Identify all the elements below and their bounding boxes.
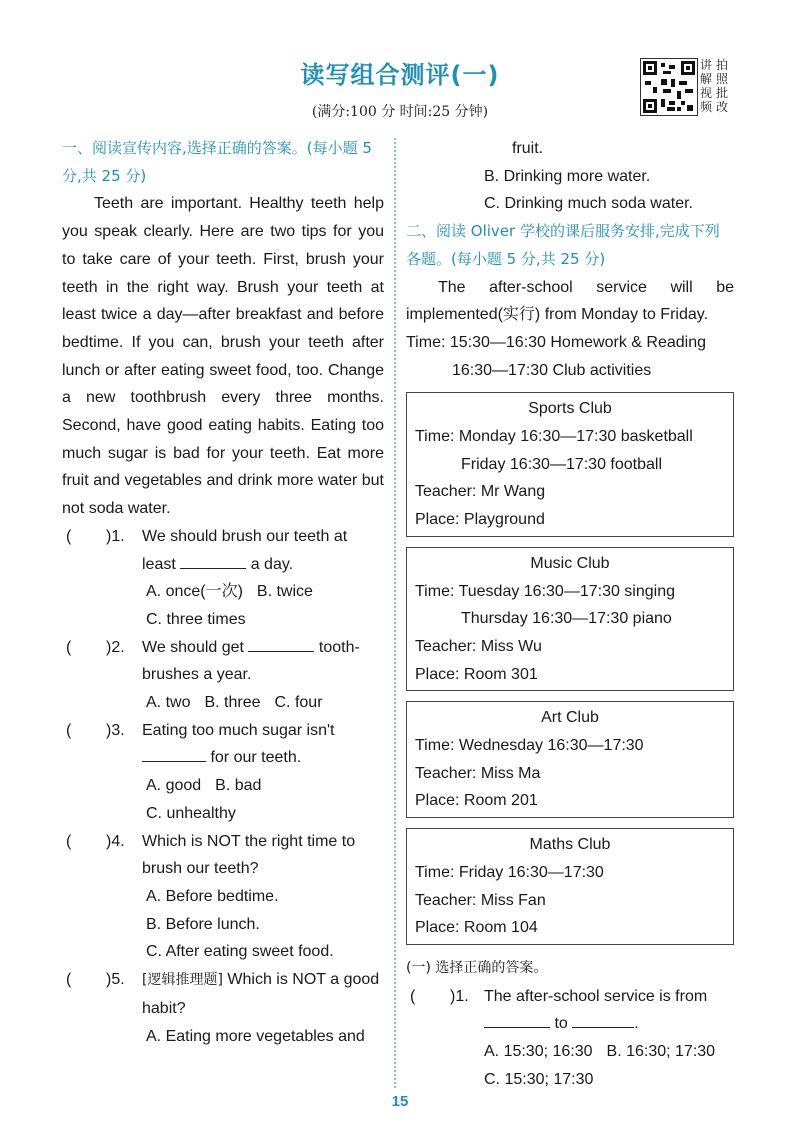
column-divider — [394, 138, 396, 1088]
option-a[interactable]: A. Eating more vegetables and — [146, 1027, 365, 1045]
option-c[interactable]: C. unhealthy — [146, 804, 236, 822]
options — [62, 578, 384, 606]
page-title: 读写组合测评(一) — [300, 61, 500, 89]
option-b[interactable]: B. bad — [215, 777, 262, 795]
question-number: )5. — [106, 971, 125, 989]
question-text: for our teeth. — [210, 749, 302, 767]
club-title: Maths Club — [529, 836, 611, 854]
club-place: Place: Room 201 — [415, 792, 538, 810]
question-number: )2. — [106, 638, 125, 656]
club-place: Place: Playground — [415, 511, 545, 529]
question-text: Which is NOT a good habit? — [142, 971, 380, 1017]
answer-paren[interactable]: ( — [66, 527, 72, 545]
page-number: 15 — [391, 1093, 409, 1110]
options — [62, 883, 384, 911]
qr-side-char: 批 — [716, 86, 729, 100]
club-time: Time: Monday 16:30—17:30 basketball — [415, 428, 693, 446]
option-c[interactable]: C. Drinking much soda water. — [484, 195, 693, 213]
question-number: )4. — [106, 832, 125, 850]
qr-code-icon — [641, 59, 697, 115]
club-card-art — [406, 701, 734, 818]
option-b[interactable]: B. twice — [256, 583, 313, 601]
club-teacher: Teacher: Miss Fan — [415, 891, 546, 909]
section1-passage: Teeth are important. Healthy teeth help you speak clearly. Here are two tips for you to take care of your teeth. First, brush your teeth in the right way. Brush your teeth at least twice a day—after breakfast and before bedtime. If you can, brush your teeth after lunch or after eating sweet food, too. Change a new toothbrush every three months. Second, have good eating habits. Eating too much sugar is bad for your teeth. Eat more fruit and vegetables and drink more water but not soda water. — [62, 195, 384, 518]
question-text: We should get — [142, 638, 244, 656]
answer-blank[interactable] — [572, 1011, 634, 1028]
club-time: Time: Wednesday 16:30—17:30 — [415, 737, 644, 755]
options — [62, 689, 384, 717]
question-text-to: to — [554, 1015, 568, 1033]
qr-side-char: 频 — [700, 100, 713, 114]
answer-blank[interactable] — [484, 1011, 550, 1028]
club-time: Time: Friday 16:30—17:30 — [415, 863, 604, 881]
club-place: Place: Room 104 — [415, 919, 538, 937]
option-b[interactable]: B. three — [204, 694, 261, 712]
left-column — [62, 135, 384, 1050]
question-tag: [逻辑推理题] — [142, 972, 223, 989]
question-1-5 — [62, 966, 384, 1022]
schedule-time-line: 16:30—17:30 Club activities — [452, 361, 652, 379]
qr-side-char: 拍 — [716, 58, 729, 72]
question-1-2 — [62, 634, 384, 689]
question-2-1 — [406, 983, 734, 1011]
options — [62, 800, 384, 828]
option-a[interactable]: A. Before bedtime. — [146, 887, 279, 905]
club-place: Place: Room 301 — [415, 665, 538, 683]
option-c[interactable]: C. 15:30; 17:30 — [484, 1070, 594, 1088]
answer-paren[interactable]: ( — [66, 721, 72, 739]
option-a[interactable]: A. once(一次) — [146, 583, 243, 601]
option-b[interactable]: B. Drinking more water. — [484, 167, 651, 185]
options — [406, 1066, 734, 1094]
qr-side-char: 讲 — [700, 58, 713, 72]
question-text: Eating too much sugar isn't — [142, 721, 335, 739]
qr-code[interactable] — [640, 58, 698, 116]
question-text: The after-school service is from — [484, 987, 708, 1005]
club-teacher: Teacher: Mr Wang — [415, 483, 546, 501]
question-text: We should brush our teeth at least — [142, 527, 348, 573]
club-teacher: Teacher: Miss Ma — [415, 764, 541, 782]
section2-intro: The after-school service will be implemented(实行) from Monday to Friday. — [406, 278, 734, 324]
question-1-4 — [62, 828, 384, 883]
options — [406, 163, 734, 191]
club-title: Sports Club — [528, 400, 612, 418]
question-blanks: to . — [406, 1010, 734, 1038]
qr-side-char: 改 — [716, 100, 729, 114]
club-card-maths — [406, 828, 734, 945]
right-column — [406, 135, 734, 1094]
option-a[interactable]: A. 15:30; 16:30 — [484, 1043, 593, 1061]
options-continued — [406, 135, 734, 163]
answer-paren[interactable]: ( — [66, 832, 72, 850]
club-time: Thursday 16:30—17:30 piano — [461, 610, 672, 628]
qr-side-char: 照 — [716, 72, 729, 86]
question-text: a day. — [250, 555, 294, 573]
qr-side-char: 视 — [700, 86, 713, 100]
club-teacher: Teacher: Miss Wu — [415, 637, 542, 655]
schedule-time-line: Time: 15:30—16:30 Homework & Reading — [406, 333, 706, 351]
club-time: Time: Tuesday 16:30—17:30 singing — [415, 582, 676, 600]
question-number: )1. — [106, 527, 125, 545]
option-c[interactable]: C. four — [274, 694, 323, 712]
option-b[interactable]: B. 16:30; 17:30 — [606, 1043, 716, 1061]
club-title: Art Club — [541, 709, 599, 727]
options — [62, 772, 384, 800]
club-title: Music Club — [530, 554, 610, 572]
option-a[interactable]: A. two — [146, 694, 191, 712]
score-time-info: (满分:100 分 时间:25 分钟) — [311, 104, 489, 120]
options — [62, 1023, 384, 1051]
section1-heading: 一、阅读宣传内容,选择正确的答案。(每小题 5 分,共 25 分) — [62, 139, 372, 185]
club-card-music — [406, 547, 734, 692]
question-1-1 — [62, 523, 384, 578]
answer-paren[interactable]: ( — [66, 971, 72, 989]
answer-blank[interactable] — [248, 635, 314, 652]
option-c[interactable]: C. After eating sweet food. — [146, 943, 334, 961]
question-text: tooth-brushes a year. — [142, 638, 360, 684]
options — [62, 606, 384, 634]
qr-side-char: 解 — [700, 72, 713, 86]
option-b[interactable]: B. Before lunch. — [146, 915, 260, 933]
options — [62, 911, 384, 939]
question-number: )1. — [450, 987, 469, 1005]
club-time: Friday 16:30—17:30 football — [461, 455, 663, 473]
question-number: )3. — [106, 721, 125, 739]
qr-side-text — [700, 56, 732, 112]
question-text: Which is NOT the right time to brush our teeth? — [142, 832, 356, 878]
option-c[interactable]: C. three times — [146, 610, 246, 628]
answer-blank[interactable] — [142, 745, 206, 762]
answer-paren[interactable]: ( — [66, 638, 72, 656]
options — [406, 1038, 734, 1066]
question-1-3 — [62, 717, 384, 772]
club-card-sports — [406, 392, 734, 537]
sub-heading: (一) 选择正确的答案。 — [406, 959, 548, 976]
option-a-continued: fruit. — [512, 140, 544, 157]
options — [62, 938, 384, 966]
answer-blank[interactable] — [180, 552, 246, 569]
options — [406, 190, 734, 218]
section2-heading: 二、阅读 Oliver 学校的课后服务安排,完成下列各题。(每小题 5 分,共 25 分) — [406, 222, 720, 268]
answer-paren[interactable]: ( — [410, 987, 416, 1005]
option-a[interactable]: A. good — [146, 777, 202, 795]
